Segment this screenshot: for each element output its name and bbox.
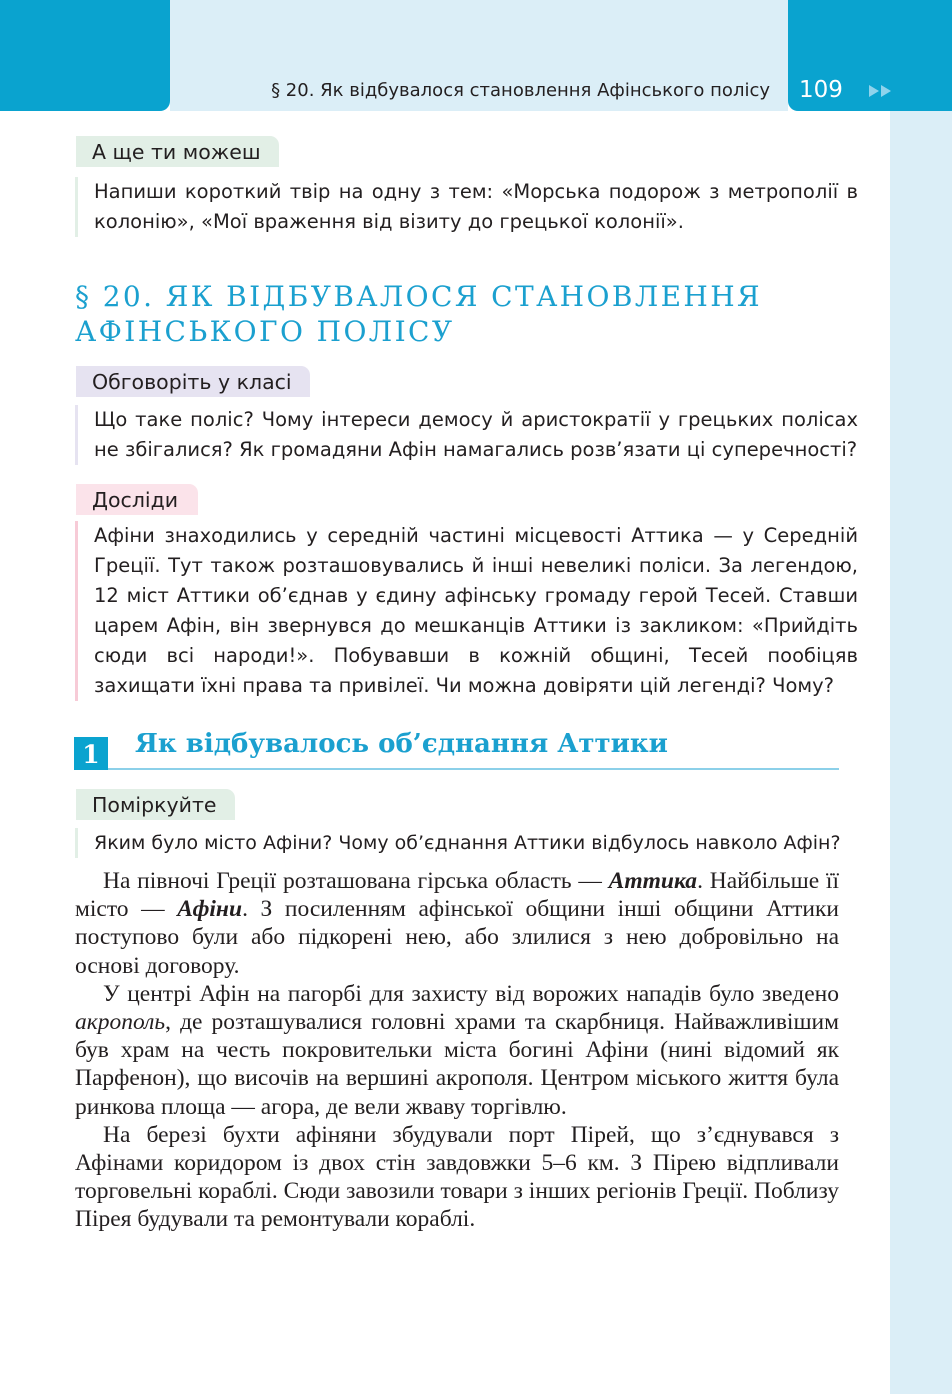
main-text [75, 867, 839, 1234]
box-discuss-label: Обговоріть у класі [76, 366, 310, 397]
paragraph-2: У центрі Афін на пагорбі для захисту від ворожих нападів було зведено акрополь, де розташувалися головні храми та скарбниця. Найважливішим був храм на честь покровительки міста богині Афіни (нині відомий як Парфенон), що височів на вершині акрополя. Центром міського життя була ринкова площа — агора, де вели жваву торгівлю. [75, 980, 839, 1120]
box-discuss-text: Що таке поліс? Чому інтереси демосу й аристократії у грецьких полісах не збігалися? Як громадяни Афін намагались розв’язати ці суперечності? [75, 405, 858, 465]
term-attica: Аттика [608, 868, 698, 894]
subsection-title: Як відбувалось об’єднання Аттики [135, 729, 668, 759]
paragraph-3: На березі бухти афіняни збудували порт Пірей, що з’єднувався з Афінами коридором із двох стін завдовжки 5–6 км. З Пірею відпливали торговельні кораблі. Сюди завозили товари з інших регіонів Греції. Поблизу Пірея будували та ремонтували кораблі. [75, 1121, 839, 1233]
section-title-line1: § 20. ЯК ВІДБУВАЛОСЯ СТАНОВЛЕННЯ [75, 280, 763, 313]
section-title [75, 279, 875, 349]
page-number: 109 [799, 77, 843, 103]
box-more-text: Напиши короткий твір на одну з тем: «Морська подорож з метрополії в колонію», «Мої враження від візиту до грецької колонії». [75, 177, 858, 237]
term-athens: Афіни [177, 896, 243, 923]
double-arrow-right-icon [869, 83, 895, 99]
subsection-rule [108, 768, 839, 770]
subsection-number: 1 [74, 737, 108, 770]
term-acropolis: акрополь [75, 1009, 166, 1036]
running-head: § 20. Як відбувалося становлення Афінського полісу [271, 80, 770, 101]
box-research-text: Афіни знаходились у середній частині місцевості Аттика — у Середній Греції. Тут також розташовувались й інші невеликі поліси. За легендою, 12 міст Аттики об’єднав у єдину афінську громаду герой Тесей. Ставши царем Афін, він звернувся до мешканців Аттики із закликом: «Прийдіть сюди всі народи!». Побувавши в кожній общині, Тесей пообіцяв захищати їхні права та привілеї. Чи можна довіряти цій легенді? Чому? [75, 521, 858, 701]
box-more-label: А ще ти можеш [76, 136, 279, 167]
box-think-text: Яким було місто Афіни? Чому об’єднання Аттики відбулось навколо Афін? [75, 828, 858, 858]
page-edge-strip [890, 111, 952, 1394]
section-title-line2: АФІНСЬКОГО ПОЛІСУ [75, 315, 455, 348]
box-research-label: Досліди [76, 484, 198, 515]
header-left-block [0, 0, 170, 111]
box-think-label: Поміркуйте [76, 789, 235, 820]
paragraph-1: На півночі Греції розташована гірська область — Аттика. Найбільше її місто — Афіни. З посиленням афінської общини інші общини Аттики поступово були або підкорені нею, або злилися з нею добровільно на основі договору. [75, 868, 839, 979]
